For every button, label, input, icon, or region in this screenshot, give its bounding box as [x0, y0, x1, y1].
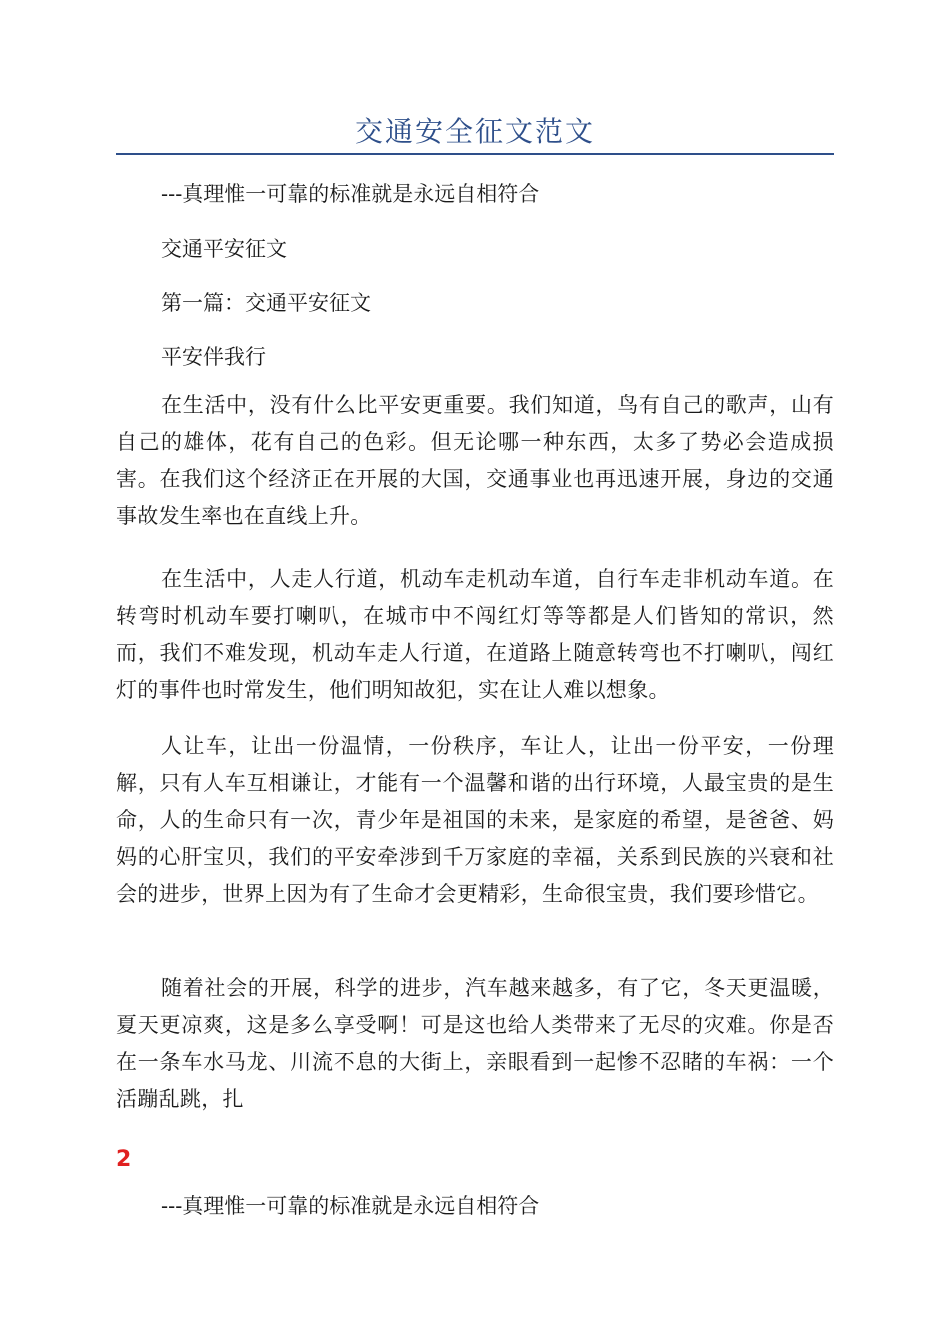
section-heading: 平安伴我行	[161, 345, 266, 369]
body-paragraph-4: 随着社会的开展，科学的进步，汽车越来越多，有了它，冬天更温暖，夏天更凉爽，这是多么享受啊！可是这也给人类带来了无尽的灾难。你是否在一条车水马龙、川流不息的大街上，亲眼看到一起惨不忍睹的车祸：一个活蹦乱跳，扎	[116, 976, 834, 1111]
subtitle: 交通平安征文	[161, 237, 287, 261]
page-number: 2	[116, 1147, 132, 1172]
chapter-heading: 第一篇：交通平安征文	[161, 291, 371, 315]
footer-motto: ---真理惟一可靠的标准就是永远自相符合	[161, 1194, 540, 1218]
title-underline	[116, 153, 834, 155]
header-motto: ---真理惟一可靠的标准就是永远自相符合	[161, 182, 540, 206]
page-title: 交通安全征文范文	[354, 115, 595, 148]
body-paragraph-2: 在生活中，人走人行道，机动车走机动车道，自行车走非机动车道。在转弯时机动车要打喇叭，在城市中不闯红灯等等都是人们皆知的常识，然而，我们不难发现，机动车走人行道，在道路上随意转弯也不打喇叭，闯红灯的事件也时常发生，他们明知故犯，实在让人难以想象。	[116, 567, 834, 702]
body-paragraph-1: 在生活中，没有什么比平安更重要。我们知道，鸟有自己的歌声，山有自己的雄体，花有自己的色彩。但无论哪一种东西，太多了势必会造成损害。在我们这个经济正在开展的大国，交通事业也再迅速开展，身边的交通事故发生率也在直线上升。	[116, 393, 834, 528]
body-paragraph-3: 人让车，让出一份温情，一份秩序，车让人，让出一份平安，一份理解，只有人车互相谦让，才能有一个温馨和谐的出行环境，人最宝贵的是生命，人的生命只有一次，青少年是祖国的未来，是家庭的希望，是爸爸、妈妈的心肝宝贝，我们的平安牵涉到千万家庭的幸福，关系到民族的兴衰和社会的进步，世界上因为有了生命才会更精彩，生命很宝贵，我们要珍惜它。	[116, 734, 834, 906]
